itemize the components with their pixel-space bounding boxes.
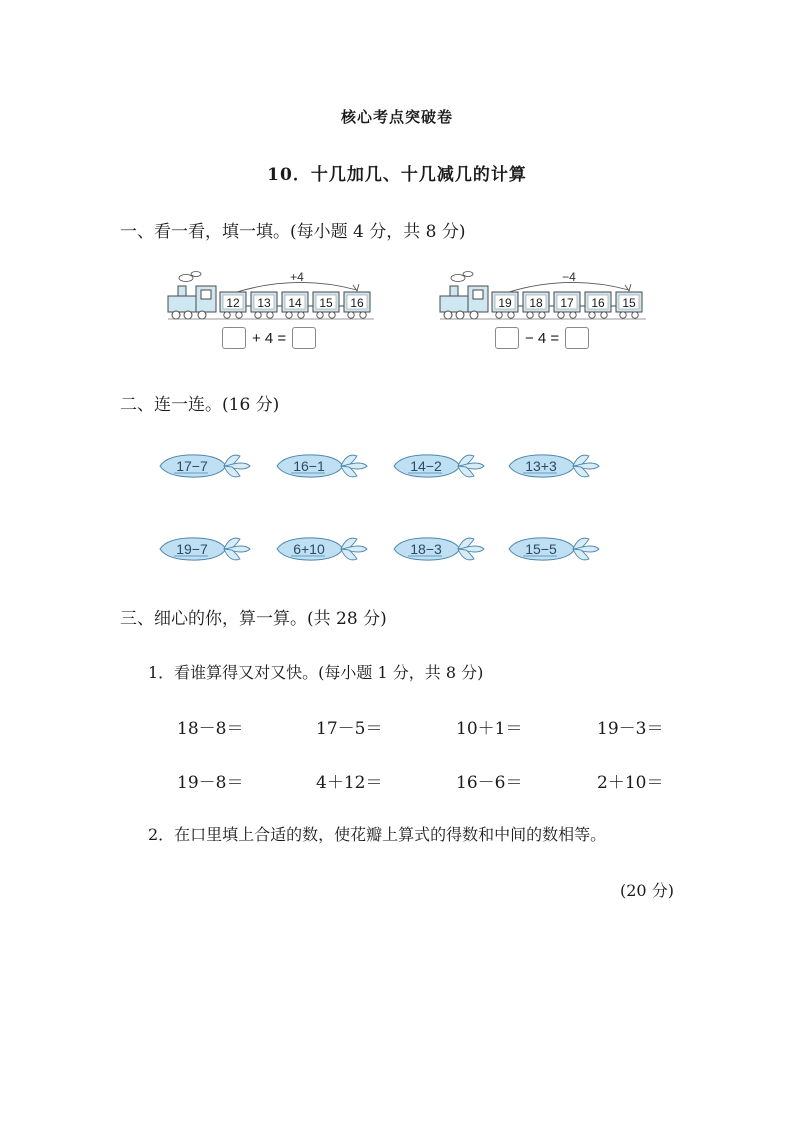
carrot-card[interactable] (392, 448, 488, 488)
train-car-number: 15 (622, 296, 636, 310)
train-car (220, 292, 246, 318)
arrowhead-icon (625, 284, 631, 291)
train-car (611, 292, 642, 318)
carrot-expression: 13+3 (525, 458, 557, 474)
carrot-leaf-icon (341, 538, 367, 560)
section1-heading: 一、看一看，填一填。(每小题 4 分，共 8 分) (120, 222, 466, 242)
carrot-card[interactable] (158, 531, 254, 571)
answer-box[interactable] (222, 327, 246, 349)
train-car (549, 292, 580, 318)
section3-heading: 三、细心的你，算一算。(共 28 分) (120, 609, 387, 629)
train-car-number: 16 (591, 296, 605, 310)
arrowhead-icon (353, 284, 359, 291)
train-car-number: 19 (498, 296, 512, 310)
train-car (246, 292, 277, 318)
operation-label: +4 (290, 270, 304, 284)
carrot-leaf-icon (573, 455, 599, 477)
lesson-title: 10．十几加几、十几减几的计算 (267, 165, 527, 185)
answer-box[interactable] (495, 327, 519, 349)
train-car (492, 292, 518, 318)
equation-subtraction (495, 327, 589, 349)
equation-operator: + 4 = (252, 329, 287, 347)
carrot-expression: 18−3 (410, 541, 442, 557)
calc-item: 19－3＝ (597, 719, 664, 739)
calc-item: 17－5＝ (316, 719, 383, 739)
equation-addition (222, 327, 316, 349)
question1-heading: 1．看谁算得又对又快。(每小题 1 分，共 8 分) (148, 663, 484, 682)
answer-box[interactable] (292, 327, 316, 349)
equation-operator: − 4 = (525, 329, 560, 347)
train-subtraction (438, 268, 648, 326)
calc-item: 2＋10＝ (597, 773, 664, 793)
calc-item: 18－8＝ (177, 719, 244, 739)
carrot-expression: 16−1 (293, 458, 325, 474)
train-car-number: 15 (319, 296, 333, 310)
train-car (308, 292, 339, 318)
train-car-number: 14 (288, 296, 302, 310)
carrot-card[interactable] (507, 531, 603, 571)
question2-points: (20 分) (620, 881, 674, 900)
carrot-expression: 17−7 (176, 458, 208, 474)
carrot-card[interactable] (507, 448, 603, 488)
answer-box[interactable] (565, 327, 589, 349)
carrot-leaf-icon (224, 455, 250, 477)
calc-item: 4＋12＝ (316, 773, 383, 793)
train-car-number: 12 (226, 296, 240, 310)
carrot-card[interactable] (392, 531, 488, 571)
carrot-leaf-icon (458, 455, 484, 477)
carrot-card[interactable] (158, 448, 254, 488)
exam-title: 核心考点突破卷 (340, 108, 453, 126)
carrot-card[interactable] (275, 531, 371, 571)
carrot-expression: 15−5 (525, 541, 557, 557)
train-car-number: 16 (350, 296, 364, 310)
train-car (277, 292, 308, 318)
calc-item: 10＋1＝ (456, 719, 523, 739)
carrot-expression: 19−7 (176, 541, 208, 557)
carrot-leaf-icon (224, 538, 250, 560)
question2-heading: 2．在口里填上合适的数，使花瓣上算式的得数和中间的数相等。 (148, 825, 607, 844)
carrot-leaf-icon (341, 455, 367, 477)
train-car-number: 18 (529, 296, 543, 310)
train-car-number: 13 (257, 296, 271, 310)
carrot-expression: 6+10 (293, 541, 325, 557)
train-car (339, 292, 370, 318)
carrot-card[interactable] (275, 448, 371, 488)
train-subtraction-illustration (438, 268, 648, 326)
carrot-expression: 14−2 (410, 458, 442, 474)
train-car (580, 292, 611, 318)
section2-heading: 二、连一连。(16 分) (120, 395, 280, 415)
carrot-leaf-icon (458, 538, 484, 560)
operation-label: −4 (562, 270, 576, 284)
calc-item: 16－6＝ (456, 773, 523, 793)
train-addition-illustration (166, 268, 376, 326)
train-addition (166, 268, 376, 326)
train-car (518, 292, 549, 318)
calc-item: 19－8＝ (177, 773, 244, 793)
carrot-leaf-icon (573, 538, 599, 560)
train-car-number: 17 (560, 296, 574, 310)
